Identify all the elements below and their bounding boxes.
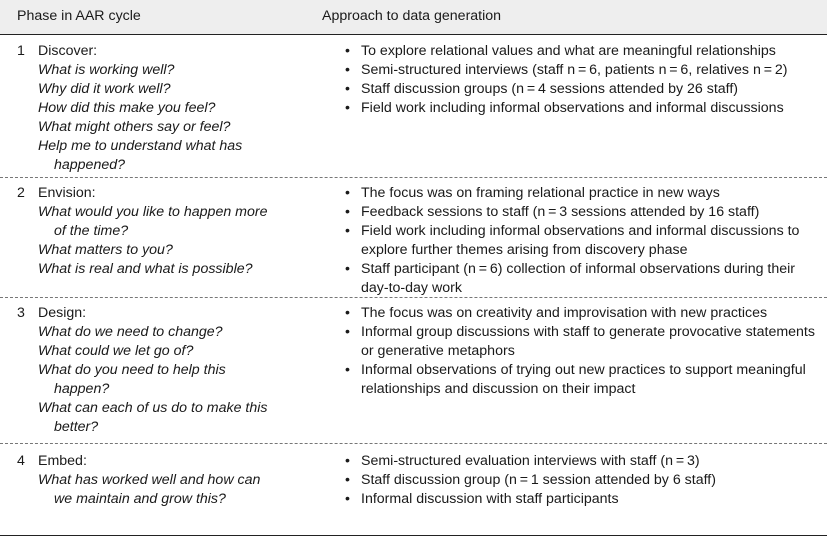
bullet-icon: • [345, 185, 350, 201]
guiding-question: What matters to you? [38, 242, 173, 258]
phase-title: Discover: [38, 43, 98, 59]
phase-cell [17, 184, 317, 279]
guiding-question: What might others say or feel? [38, 119, 231, 135]
phase-cell [17, 304, 317, 437]
approach-item [345, 323, 815, 361]
approach-item [345, 452, 815, 471]
bullet-icon: • [345, 305, 350, 321]
guiding-question: What can each of us do to make this better? [38, 400, 268, 435]
approach-item [345, 260, 815, 298]
phase-heading [17, 184, 317, 203]
phase-number: 2 [17, 185, 25, 201]
bullet-icon: • [345, 204, 350, 220]
phase-cell [17, 42, 317, 175]
approach-item [345, 471, 815, 490]
phase-number: 1 [17, 43, 25, 59]
row-separator [0, 443, 827, 444]
table-header [0, 0, 827, 35]
header-phase: Phase in AAR cycle [17, 8, 141, 24]
guiding-question: How did this make you feel? [38, 100, 216, 116]
approach-text: Field work including informal observations and informal discussions [361, 100, 784, 116]
bullet-icon: • [345, 223, 350, 239]
approach-text: Informal observations of trying out new practices to support meaningful relationships and discussion on their impact [361, 362, 806, 397]
guiding-question: Help me to understand what has happened? [38, 138, 243, 173]
header-approach: Approach to data generation [322, 8, 502, 24]
bullet-icon: • [345, 100, 350, 116]
approach-text: Field work including informal observations and informal discussions to explore further themes arising from discovery phase [361, 223, 800, 258]
approach-item [345, 361, 815, 399]
guiding-question: What is working well? [38, 62, 175, 78]
bullet-icon: • [345, 491, 350, 507]
approach-cell [345, 304, 815, 399]
approach-text: Feedback sessions to staff (n = 3 sessions attended by 16 staff) [361, 204, 760, 220]
phase-number: 4 [17, 453, 25, 469]
bullet-icon: • [345, 362, 350, 378]
guiding-question: Why did it work well? [38, 81, 171, 97]
approach-item [345, 222, 815, 260]
bullet-icon: • [345, 43, 350, 59]
approach-text: Semi-structured interviews (staff n = 6, patients n = 6, relatives n = 2) [361, 62, 788, 78]
phase-title: Design: [38, 305, 87, 321]
guiding-question: What do we need to change? [38, 324, 223, 340]
phase-title: Envision: [38, 185, 96, 201]
approach-item [345, 61, 815, 80]
phase-cell [17, 452, 317, 509]
guiding-question: What would you like to happen more of the time? [38, 204, 268, 239]
guiding-question: What could we let go of? [38, 343, 194, 359]
bullet-icon: • [345, 62, 350, 78]
approach-item [345, 80, 815, 99]
approach-cell [345, 452, 815, 509]
bullet-icon: • [345, 81, 350, 97]
approach-item [345, 99, 815, 118]
approach-text: Staff participant (n = 6) collection of informal observations during their day-to-day work [361, 261, 796, 296]
approach-cell [345, 42, 815, 118]
table-bottom-rule [0, 535, 827, 536]
phase-number: 3 [17, 305, 25, 321]
approach-cell [345, 184, 815, 298]
phase-heading [17, 304, 317, 323]
bullet-icon: • [345, 472, 350, 488]
approach-text: The focus was on framing relational practice in new ways [361, 185, 720, 201]
approach-text: To explore relational values and what are meaningful relationships [361, 43, 776, 59]
approach-text: Informal group discussions with staff to generate provocative statements or generative metaphors [361, 324, 815, 359]
approach-item [345, 184, 815, 203]
approach-text: The focus was on creativity and improvisation with new practices [361, 305, 768, 321]
bullet-icon: • [345, 261, 350, 277]
approach-text: Staff discussion group (n = 1 session attended by 6 staff) [361, 472, 716, 488]
phase-heading [17, 452, 317, 471]
phase-title: Embed: [38, 453, 87, 469]
approach-item [345, 42, 815, 61]
guiding-question: What do you need to help this happen? [38, 362, 226, 397]
approach-text: Informal discussion with staff participants [361, 491, 619, 507]
row-separator [0, 177, 827, 178]
guiding-question: What has worked well and how can we maintain and grow this? [38, 472, 261, 507]
approach-text: Staff discussion groups (n = 4 sessions attended by 26 staff) [361, 81, 739, 97]
bullet-icon: • [345, 324, 350, 340]
approach-item [345, 304, 815, 323]
bullet-icon: • [345, 453, 350, 469]
approach-item [345, 203, 815, 222]
guiding-question: What is real and what is possible? [38, 261, 253, 277]
approach-text: Semi-structured evaluation interviews with staff (n = 3) [361, 453, 700, 469]
approach-item [345, 490, 815, 509]
phase-heading [17, 42, 317, 61]
